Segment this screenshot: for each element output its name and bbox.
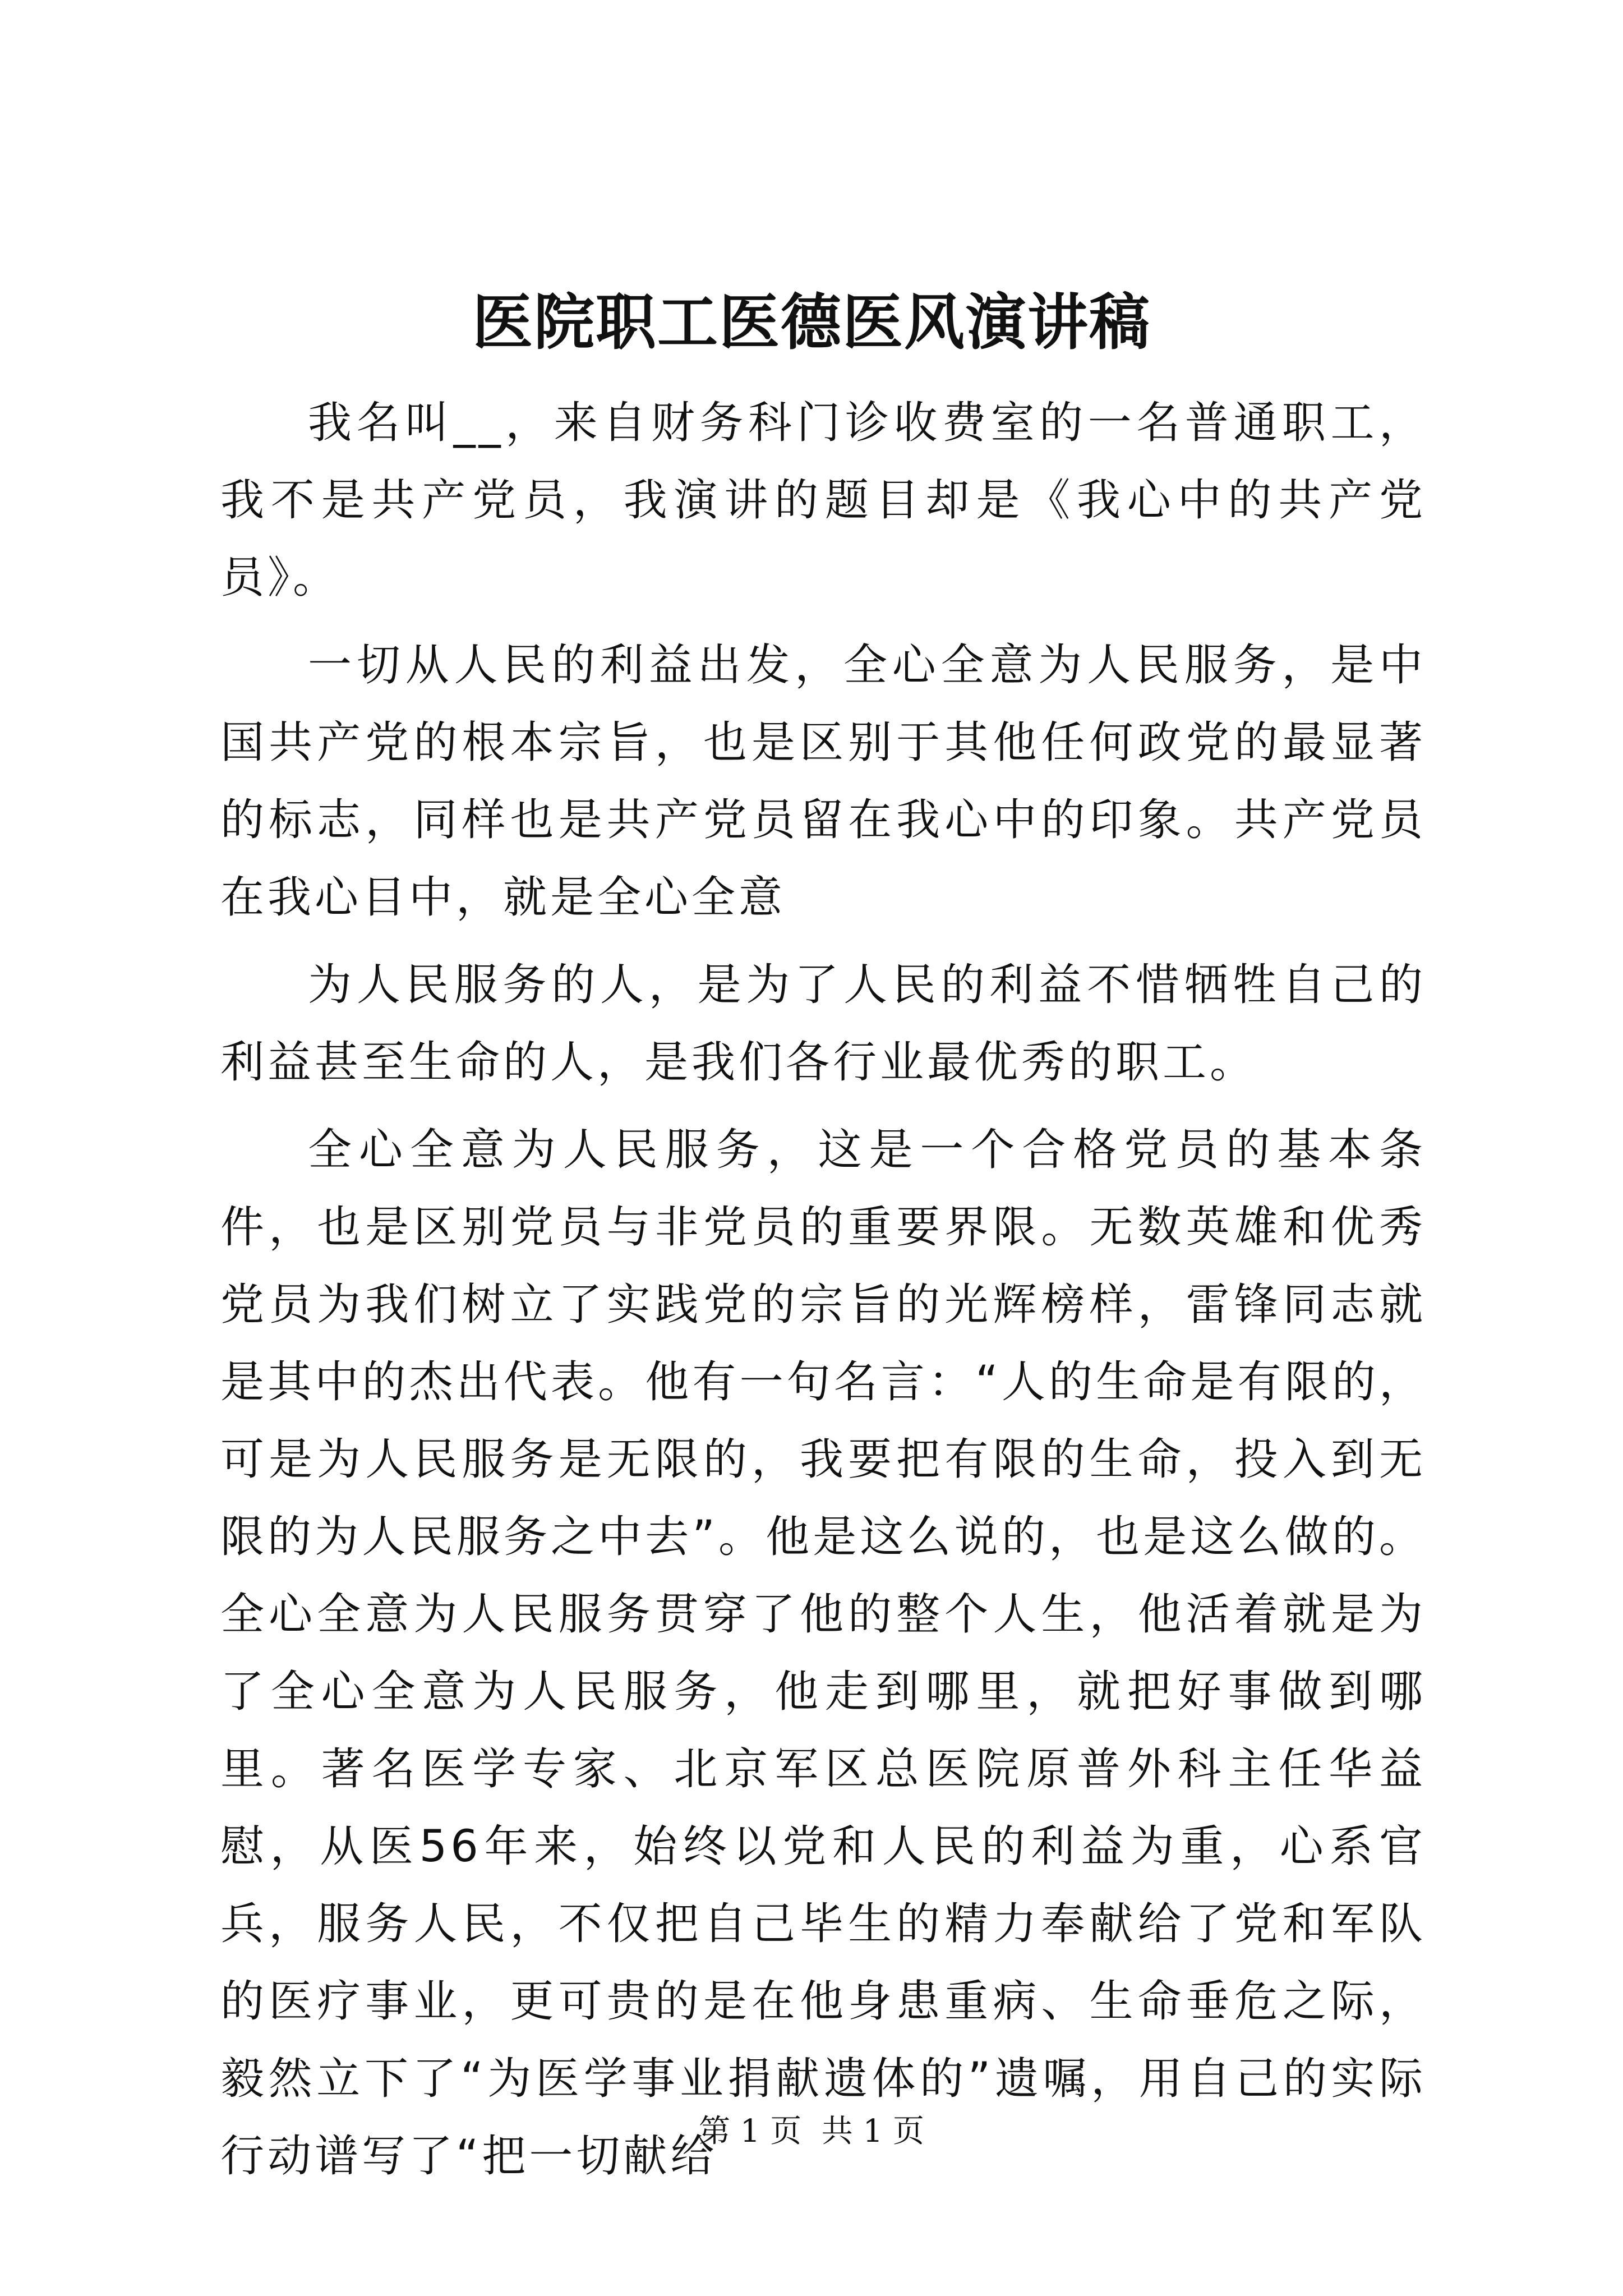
document-title: 医院职工医德医风演讲稿 <box>472 287 1151 358</box>
paragraph-4: 全心全意为人民服务，这是一个合格党员的基本条件，也是区别党员与非党员的重要界限。无数英雄和优秀党员为我们树立了实践党的宗旨的光辉榜样，雷锋同志就是其中的杰出代表。他有一句名言：“人的生命是有限的，可是为人民服务是无限的，我要把有限的生命，投入到无限的为人民服务之中去”。他是这么说的，也是这么做的。全心全意为人民服务贯穿了他的整个人生，他活着就是为了全心全意为人民服务，他走到哪里，就把好事做到哪里。著名医学专家、北京军区总医院原普外科主任华益慰，从医56年来，始终以党和人民的利益为重，心系官兵，服务人民，不仅把自己毕生的精力奉献给了党和军队的医疗事业，更可贵的是在他身患重病、生命垂危之际，毅然立下了“为医学事业捐献遗体的”遗嘱，用自己的实际行动谱写了“把一切献给 <box>220 1125 1426 2182</box>
page-footer <box>0 2109 1623 2154</box>
paragraph-1: 我名叫__，来自财务科门诊收费室的一名普通职工，我不是共产党员，我演讲的题目却是《我心中的共产党员》。 <box>220 398 1426 603</box>
page-number: 第 1 页 共 1 页 <box>698 2113 925 2150</box>
document-body <box>220 384 1426 2205</box>
paragraph-3: 为人民服务的人，是为了人民的利益不惜牺牲自己的利益甚至生命的人，是我们各行业最优秀的职工。 <box>220 960 1426 1088</box>
paragraph-2: 一切从人民的利益出发，全心全意为人民服务，是中国共产党的根本宗旨，也是区别于其他任何政党的最显著的标志，同样也是共产党员留在我心中的印象。共产党员在我心目中，就是全心全意 <box>220 640 1426 923</box>
